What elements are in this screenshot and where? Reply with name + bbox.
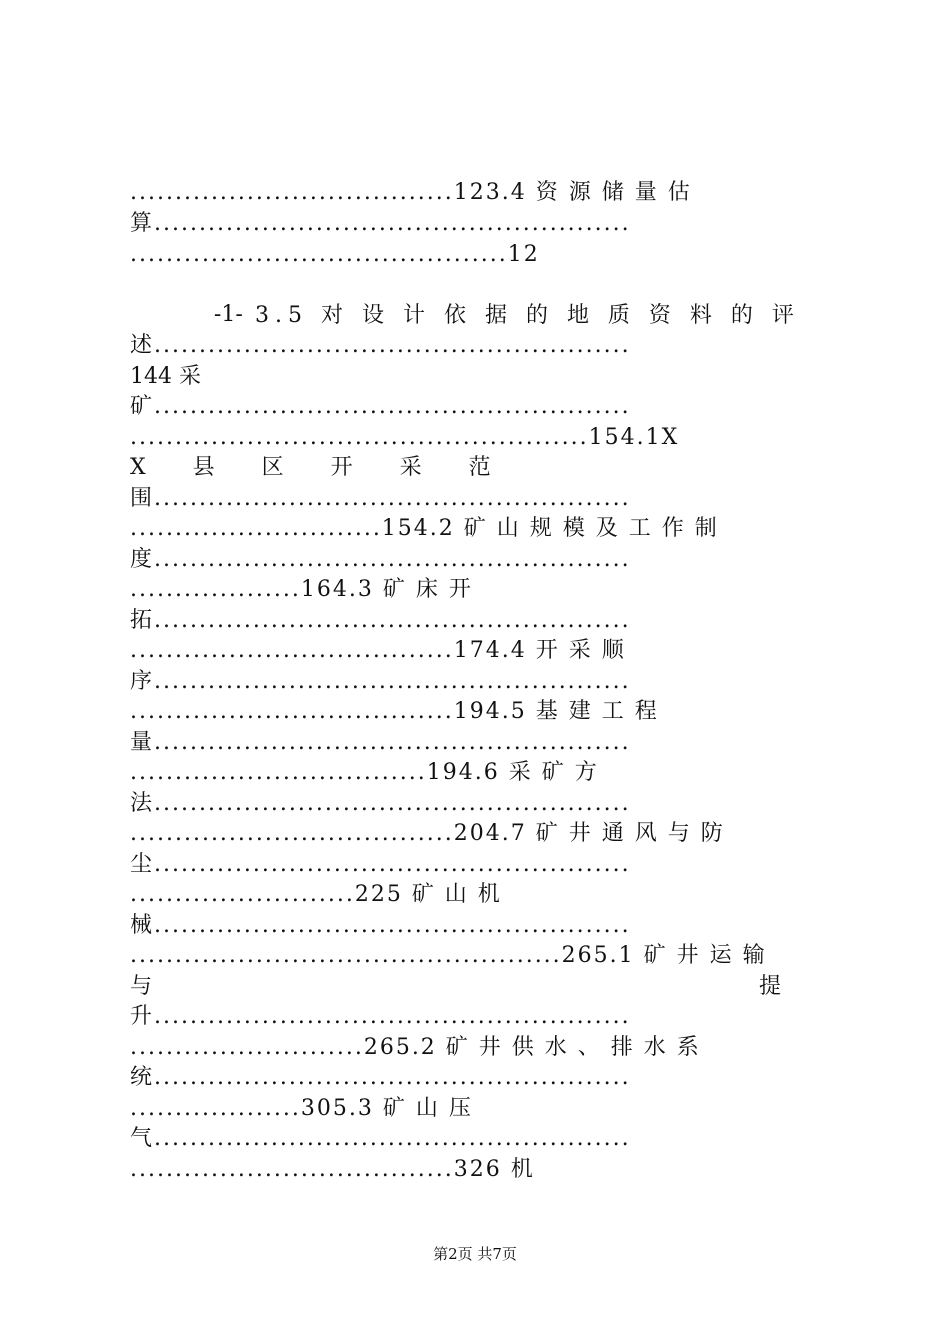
toc-line — [130, 331, 830, 361]
toc-line-text: 144 采 — [130, 364, 201, 389]
toc-line — [130, 911, 830, 941]
toc-line — [130, 1155, 830, 1185]
toc-line — [130, 453, 830, 483]
toc-line-text: 述..................................................... — [130, 333, 631, 358]
toc-line-text: ....................................326 机 — [130, 1157, 535, 1182]
toc-line — [130, 758, 830, 788]
toc-line-text: 拓..................................................... — [130, 608, 631, 633]
toc-line-text: ..........................................12 — [130, 242, 540, 267]
toc-line-text: 围..................................................... — [130, 486, 631, 511]
toc-line — [130, 789, 830, 819]
toc-line — [130, 941, 830, 971]
toc-line — [130, 362, 830, 392]
toc-line — [255, 301, 830, 331]
toc-line — [130, 209, 830, 239]
toc-line-text: 统..................................................... — [130, 1065, 631, 1090]
toc-line-text: ....................................194.5 基 建 工 程 — [130, 699, 659, 724]
toc-line — [130, 1063, 830, 1093]
toc-line — [130, 545, 830, 575]
toc-line-text: 升..................................................... — [130, 1004, 631, 1029]
toc-line-text: 气..................................................... — [130, 1126, 631, 1151]
toc-line — [130, 575, 830, 605]
toc-line — [130, 1094, 830, 1124]
toc-line — [130, 728, 830, 758]
toc-line-text: .........................225 矿 山 机 — [130, 882, 502, 907]
toc-line — [130, 667, 830, 697]
toc-line — [130, 178, 830, 208]
toc-line-text: ...................................................154.1X — [130, 425, 680, 450]
toc-line — [130, 636, 830, 666]
toc-line — [130, 972, 830, 1002]
toc-line-text: ....................................123.4 资 源 储 量 估 — [130, 180, 692, 205]
toc-line — [130, 819, 830, 849]
toc-line-text: ............................154.2 矿 山 规 模 及 工 作 制 — [130, 516, 719, 541]
toc-line — [130, 423, 830, 453]
toc-line-text: 尘..................................................... — [130, 852, 631, 877]
toc-line-text: ................................................265.1 矿 井 运 输 — [130, 943, 767, 968]
toc-line-text: 序..................................................... — [130, 669, 631, 694]
toc-line-text: 算..................................................... — [130, 211, 631, 236]
page-footer: 第2页 共7页 — [433, 1245, 517, 1263]
toc-line-text: 与 提 — [130, 974, 781, 999]
toc-line-text: ..........................265.2 矿 井 供 水 、 排 水 系 — [130, 1035, 701, 1060]
toc-line-text: -1- — [157, 302, 243, 327]
toc-line — [130, 392, 830, 422]
toc-line — [130, 514, 830, 544]
toc-line — [130, 484, 830, 514]
toc-line-text: 量..................................................... — [130, 730, 631, 755]
toc-line-text: ...................164.3 矿 床 开 — [130, 577, 473, 602]
toc-line — [130, 697, 830, 727]
toc-line-text: ...................305.3 矿 山 压 — [130, 1096, 473, 1121]
toc-line — [130, 850, 830, 880]
toc-line — [130, 1124, 830, 1154]
toc-line-text: ....................................174.4 开 采 顺 — [130, 638, 626, 663]
toc-line — [130, 1033, 830, 1063]
toc-line — [130, 1002, 830, 1032]
toc-line-text: .................................194.6 采 矿 方 — [130, 760, 599, 785]
toc-line — [130, 880, 830, 910]
toc-line-text: 法..................................................... — [130, 791, 631, 816]
toc-line-text: X 县 区 开 采 范 — [130, 455, 511, 480]
toc-line-text: 度..................................................... — [130, 547, 631, 572]
toc-line-text: 械..................................................... — [130, 913, 631, 938]
toc-line — [130, 240, 830, 270]
toc-line-text: 矿..................................................... — [130, 394, 631, 419]
toc-line — [130, 606, 830, 636]
toc-line-text: ....................................204.7 矿 井 通 风 与 防 — [130, 821, 725, 846]
toc-line-text: 3.5 对 设 计 依 据 的 地 质 资 料 的 评 — [255, 303, 800, 328]
